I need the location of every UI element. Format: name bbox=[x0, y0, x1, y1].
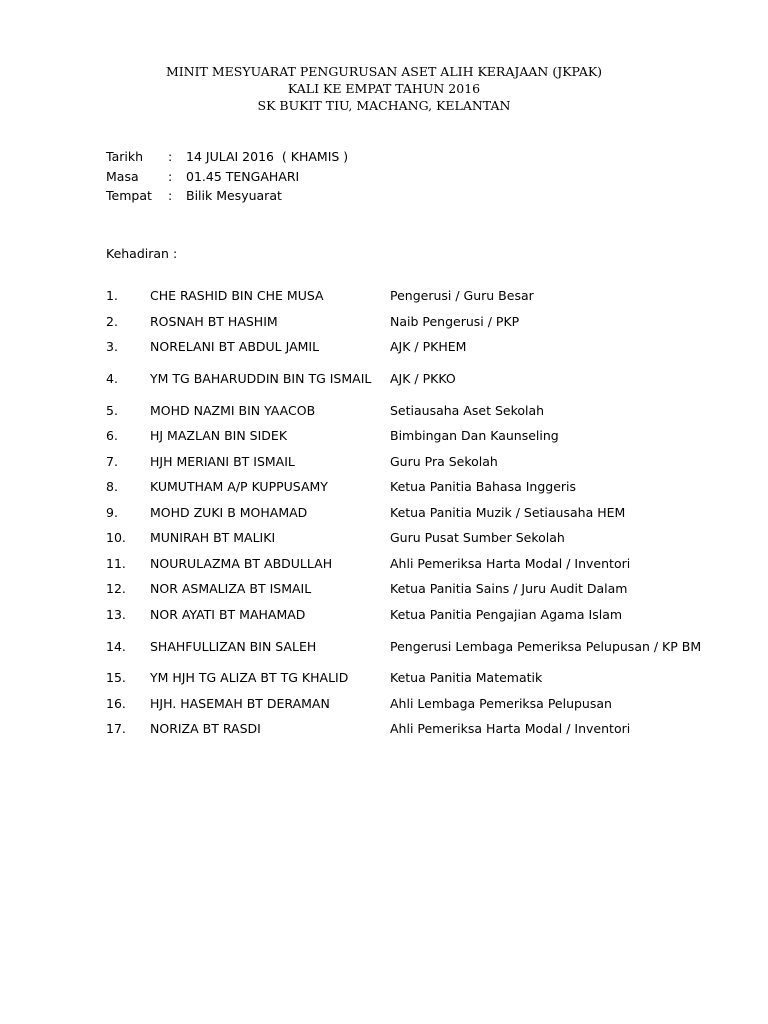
attendee-name: MOHD ZUKI B MOHAMAD bbox=[150, 504, 308, 520]
attendee-number: 1. bbox=[106, 288, 118, 304]
attendee-role: AJK / PKKO bbox=[390, 371, 456, 386]
attendee-role: Ketua Panitia Bahasa Inggeris bbox=[390, 479, 577, 495]
attendee-row bbox=[106, 283, 706, 309]
title-line-3: SK BUKIT TIU, MACHANG, KELANTAN bbox=[257, 98, 511, 113]
attendee-role: Ketua Panitia Muzik / Setiausaha HEM bbox=[390, 504, 626, 520]
attendee-number: 15. bbox=[106, 670, 126, 686]
attendee-name: HJH MERIANI BT ISMAIL bbox=[150, 453, 295, 469]
attendee-name: ROSNAH BT HASHIM bbox=[150, 313, 278, 329]
attendee-number: 17. bbox=[106, 721, 126, 737]
attendee-row bbox=[106, 576, 706, 602]
attendee-name: HJH. HASEMAH BT DERAMAN bbox=[150, 695, 330, 711]
attendee-row bbox=[106, 551, 706, 577]
attendee-role: Ketua Panitia Matematik bbox=[390, 670, 543, 686]
attendee-number: 6. bbox=[106, 428, 118, 444]
attendee-row bbox=[106, 716, 706, 742]
attendee-role: Ketua Panitia Pengajian Agama Islam bbox=[390, 606, 623, 622]
attendee-role: Ahli Pemeriksa Harta Modal / Inventori bbox=[390, 721, 631, 737]
date-label: Tarikh bbox=[106, 149, 143, 164]
attendee-name: NOURULAZMA BT ABDULLAH bbox=[150, 555, 333, 571]
attendee-row bbox=[106, 309, 706, 335]
attendee-name: NORIZA BT RASDI bbox=[150, 721, 261, 737]
attendee-number: 8. bbox=[106, 479, 118, 495]
attendee-number: 7. bbox=[106, 453, 118, 469]
attendee-row bbox=[106, 665, 706, 691]
attendee-name: KUMUTHAM A/P KUPPUSAMY bbox=[150, 479, 328, 495]
title-line-2: KALI KE EMPAT TAHUN 2016 bbox=[287, 81, 481, 96]
attendee-name: HJ MAZLAN BIN SIDEK bbox=[150, 428, 288, 444]
attendee-row bbox=[106, 398, 706, 424]
attendee-row bbox=[106, 360, 706, 398]
attendee-name: NOR AYATI BT MAHAMAD bbox=[150, 606, 306, 622]
attendee-number: 11. bbox=[106, 555, 126, 571]
attendee-role: Pengerusi / Guru Besar bbox=[390, 288, 534, 304]
attendee-number: 4. bbox=[106, 371, 118, 386]
attendee-number: 12. bbox=[106, 581, 126, 597]
attendee-role: Guru Pra Sekolah bbox=[390, 453, 498, 469]
attendee-row bbox=[106, 525, 706, 551]
attendee-role: Pengerusi Lembaga Pemeriksa Pelupusan / KP BM bbox=[390, 638, 702, 654]
place-label: Tempat bbox=[106, 188, 152, 203]
attendee-row bbox=[106, 500, 706, 526]
attendee-role: Ahli Pemeriksa Harta Modal / Inventori bbox=[390, 555, 631, 571]
attendee-number: 13. bbox=[106, 606, 126, 622]
place-value: Bilik Mesyuarat bbox=[186, 188, 282, 203]
attendee-role: Setiausaha Aset Sekolah bbox=[390, 402, 545, 418]
attendee-name: MOHD NAZMI BIN YAACOB bbox=[150, 402, 316, 418]
attendance-heading: Kehadiran : bbox=[106, 246, 178, 261]
attendee-row bbox=[106, 602, 706, 628]
attendee-role: Ketua Panitia Sains / Juru Audit Dalam bbox=[390, 581, 628, 597]
attendee-role: Naib Pengerusi / PKP bbox=[390, 313, 520, 329]
time-label: Masa bbox=[106, 168, 139, 184]
attendee-number: 16. bbox=[106, 695, 126, 711]
attendee-name: CHE RASHID BIN CHE MUSA bbox=[150, 288, 324, 304]
title-line-1: MINIT MESYUARAT PENGURUSAN ASET ALIH KERAJAAN (JKPAK) bbox=[165, 64, 603, 79]
attendee-list bbox=[106, 283, 706, 742]
attendee-name: MUNIRAH BT MALIKI bbox=[150, 530, 276, 546]
attendee-number: 10. bbox=[106, 530, 126, 546]
attendee-row bbox=[106, 449, 706, 475]
attendee-role: AJK / PKHEM bbox=[390, 339, 467, 355]
attendee-row bbox=[106, 423, 706, 449]
attendee-role: Guru Pusat Sumber Sekolah bbox=[390, 530, 565, 546]
attendee-name: SHAHFULLIZAN BIN SALEH bbox=[150, 638, 317, 654]
date-value: 14 JULAI 2016 ( KHAMIS ) bbox=[186, 149, 349, 164]
time-value: 01.45 TENGAHARI bbox=[186, 168, 300, 184]
date-separator: : bbox=[168, 149, 173, 164]
attendee-name: NOR ASMALIZA BT ISMAIL bbox=[150, 581, 312, 597]
attendee-name: YM HJH TG ALIZA BT TG KHALID bbox=[150, 670, 349, 686]
attendee-number: 5. bbox=[106, 402, 118, 418]
attendee-number: 14. bbox=[106, 638, 126, 654]
attendee-number: 9. bbox=[106, 504, 118, 520]
place-separator: : bbox=[168, 188, 173, 203]
attendee-role: Ahli Lembaga Pemeriksa Pelupusan bbox=[390, 695, 612, 711]
attendee-name: YM TG BAHARUDDIN BIN TG ISMAIL bbox=[150, 371, 372, 386]
time-separator: : bbox=[168, 168, 173, 184]
attendee-role: Bimbingan Dan Kaunseling bbox=[390, 428, 559, 444]
attendee-row bbox=[106, 691, 706, 717]
attendee-number: 2. bbox=[106, 313, 118, 329]
attendee-row bbox=[106, 627, 706, 665]
attendee-name: NORELANI BT ABDUL JAMIL bbox=[150, 339, 320, 355]
attendee-row bbox=[106, 474, 706, 500]
attendee-number: 3. bbox=[106, 339, 118, 355]
document-title bbox=[0, 63, 768, 114]
attendee-row bbox=[106, 334, 706, 360]
